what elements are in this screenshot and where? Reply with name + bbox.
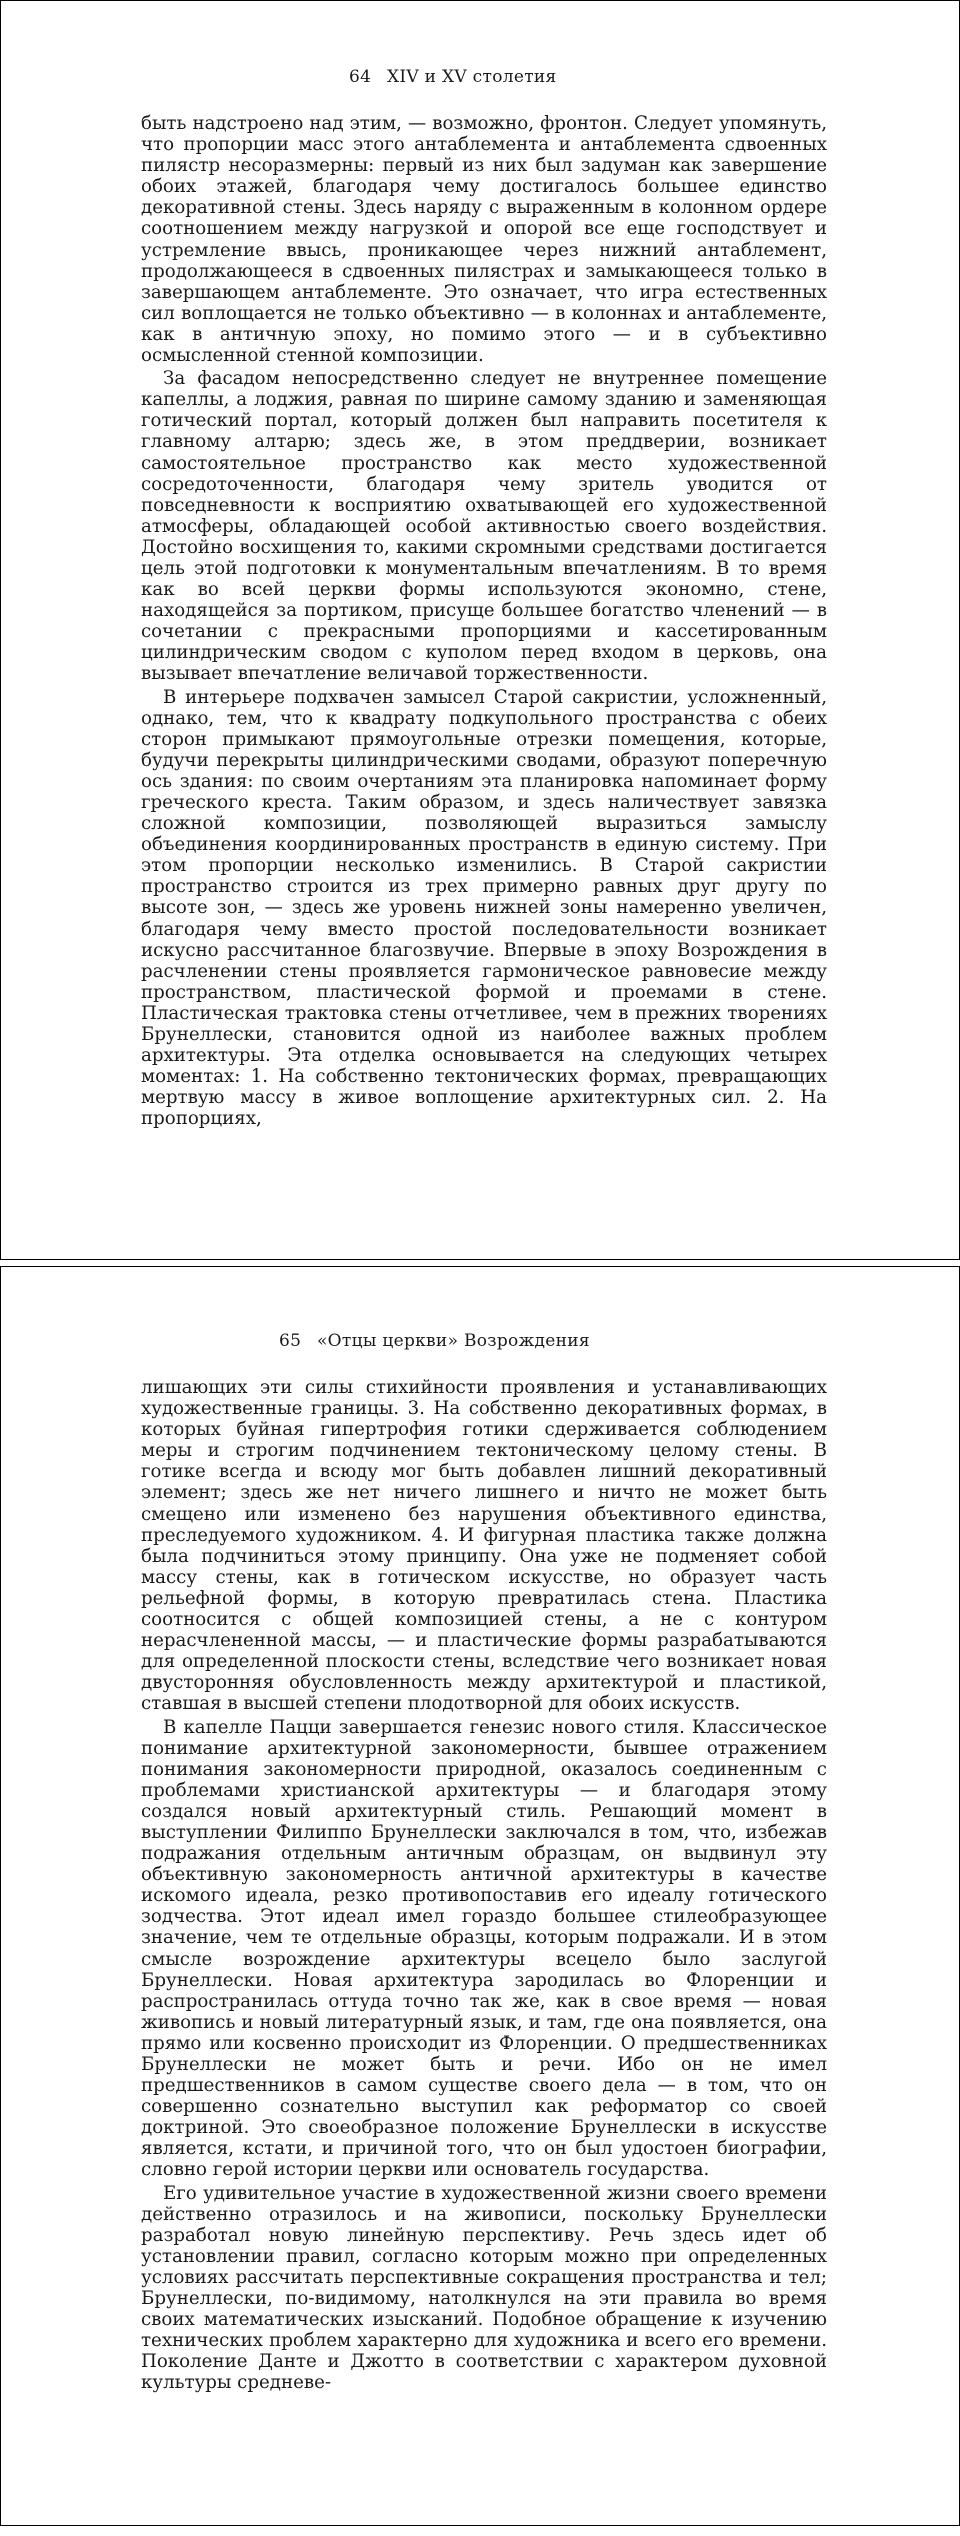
running-head bbox=[279, 1331, 590, 1351]
paragraph: быть надстроено над этим, — возможно, фронтон. Следует упомянуть, что пропорции масс этого антаблемента и антаблемента сдвоенных пилястр несоразмерны: первый из них был задуман как завершение обоих этажей, благодаря чему достигалось большее единство декоративной стены. Здесь наряду с выраженным в колонном ордере соотношением между нагрузкой и опорой все еще господствует и устремление ввысь, проникающее через нижний антаблемент, продолжающееся в сдвоенных пилястрах и замыкающееся только в завершающем антаблементе. Это означает, что игра естественных сил воплощается не только объективно — в колоннах и антаблементе, как в античную эпоху, но помимо этого — и в субъективно осмысленной стенной композиции. bbox=[141, 113, 827, 367]
running-head-title: «Отцы церкви» Возрождения bbox=[316, 1331, 590, 1351]
paragraph: За фасадом непосредственно следует не внутреннее помещение капеллы, а лоджия, равная по ширине самому зданию и заменяющая готический портал, который должен был направить посетителя к главному алтарю; здесь же, в этом преддверии, возникает самостоятельное пространство как место художественной сосредоточенности, благодаря чему зритель уводится от повседневности к восприятию охватывающей его художественной атмосферы, обладающей особой активностью своего воздействия. Достойно восхищения то, какими скромными средствами достигается цель этой подготовки к монументальным впечатлениям. В то время как во всей церкви формы используются экономно, стене, находящейся за портиком, присуще большее богатство членений — в сочетании с прекрасными пропорциями и кассетированным цилиндрическим сводом с куполом перед входом в церковь, она вызывает впечатление величавой торжественности. bbox=[141, 368, 827, 685]
page-number: 64 bbox=[349, 67, 372, 87]
paragraph: В интерьере подхвачен замысел Старой сакристии, усложненный, однако, тем, что к квадрату подкупольного пространства с обеих сторон примыкают прямоугольные отрезки помещения, которые, будучи перекрыты цилиндрическими сводами, образуют поперечную ось здания: по своим очертаниям эта планировка напоминает форму греческого креста. Таким образом, и здесь наличествует завязка сложной композиции, позволяющей выразиться замыслу объединения координированных пространств в единую систему. При этом пропорции несколько изменились. В Старой сакристии пространство строится из трех примерно равных друг другу по высоте зон, — здесь же уровень нижней зоны намеренно увеличен, благодаря чему вместо простой последовательности возникает искусно рассчитанное благозвучие. Впервые в эпоху Возрождения в расчленении стены проявляется гармоническое равновесие между пространством, пластической формой и проемами в стене. Пластическая трактовка стены отчетливее, чем в прежних творениях Брунеллески, становится одной из наиболее важных проблем архитектуры. Эта отделка основывается на следующих четырех моментах: 1. На собственно тектонических формах, превращающих мертвую массу в живое воплощение архитектурных сил. 2. На пропорциях, bbox=[141, 686, 827, 1130]
paragraph: лишающих эти силы стихийности проявления и устанавливающих художественные границы. 3. На собственно декоративных формах, в которых буйная гипертрофия готики сдерживается соблюдением меры и строгим подчинением тектоническому целому стены. В готике всегда и всюду мог быть добавлен лишний декоративный элемент; здесь же нет ничего лишнего и ничто не может быть смещено или изменено без нарушения объективного единства, преследуемого художником. 4. И фигурная пластика также должна была подчиниться этому принципу. Она уже не подменяет собой массу стены, как в готическом искусстве, но образует часть рельефной формы, в которую превратилась стена. Пластика соотносится с общей композицией стены, а не с контуром нерасчлененной массы, — и пластические формы разрабатываются для определенной плоскости стены, вследствие чего возникает новая двусторонняя обусловленность между архитектурой и пластикой, ставшая в высшей степени плодотворной для обоих искусств. bbox=[141, 1377, 827, 1715]
body-text bbox=[141, 1377, 827, 2394]
paragraph: В капелле Пацци завершается генезис нового стиля. Классическое понимание архитектурной закономерности, бывшее отражением понимания закономерности природной, оказалось соединенным с проблемами христианской архитектуры — и благодаря этому создался новый архитектурный стиль. Решающий момент в выступлении Филиппо Брунеллески заключался в том, что, избежав подражания отдельным античным образцам, он выдвинул эту объективную закономерность античной архитектуры в качестве искомого идеала, резко противопоставив его идеалу готического зодчества. Этот идеал имел гораздо большее стилеобразующее значение, чем те отдельные образцы, которым подражали. И в этом смысле возрождение архитектуры всецело было заслугой Брунеллески. Новая архитектура зародилась во Флоренции и распространилась оттуда точно так же, как в свое время — новая живопись и новый литературный язык, и там, где она появляется, она прямо или косвенно происходит из Флоренции. О предшественниках Брунеллески не может быть и речи. Ибо он не имел предшественников в самом существе своего дела — в том, что он совершенно сознательно выступил как реформатор со своей доктриной. Это своеобразное положение Брунеллески в искусстве является, кстати, и причиной того, что он был удостоен биографии, словно герой истории церкви или основатель государства. bbox=[141, 1716, 827, 2181]
book-page-65 bbox=[0, 1266, 960, 2526]
paragraph: Его удивительное участие в художественной жизни своего времени действенно отразилось и на живописи, поскольку Брунеллески разработал новую линейную перспективу. Речь здесь идет об установлении правил, согласно которым можно при определенных условиях рассчитать перспективные сокращения пространства и тел; Брунеллески, по-видимому, натолкнулся на эти правила во время своих математических изысканий. Подобное обращение к изучению технических проблем характерно для художника и всего его времени. Поколение Данте и Джотто в соответствии с характером духовной культуры средневе- bbox=[141, 2182, 827, 2394]
running-head bbox=[349, 67, 557, 87]
page-number: 65 bbox=[279, 1331, 302, 1351]
running-head-title: XIV и XV столетия bbox=[386, 67, 557, 87]
body-text bbox=[141, 113, 827, 1130]
book-page-64 bbox=[0, 0, 960, 1260]
